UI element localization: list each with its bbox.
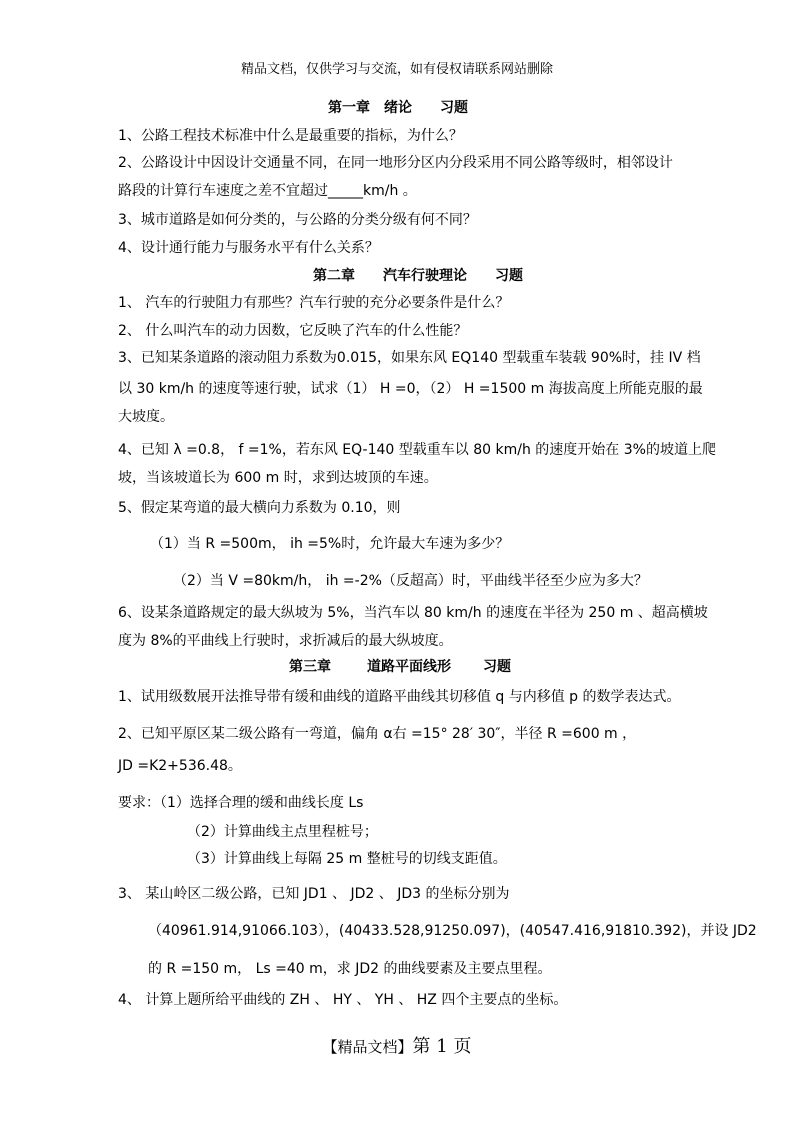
page-number: 第 1 页 [412,1036,472,1057]
ch3-question-3-cont: 的 R =150 m， Ls =40 m，求 JD2 的曲线要素及主要点里程。 [148,961,552,977]
ch2-question-1: 1、 汽车的行驶阻力有那些？汽车行驶的充分必要条件是什么？ [118,295,510,311]
chapter-name: 道路平面线形 [367,659,451,675]
ch2-question-4-cont: 坡，当该坡道长为 600 m 时，求到达坡顶的车速。 [118,470,438,486]
ch2-question-5-part-2: （2）当 V =80km/h， ih =-2%（反超高）时，平曲线半径至少应为多大？ [173,573,648,589]
chapter-number: 第二章 [313,268,355,284]
ch3-question-2: 2、已知平原区某二级公路有一弯道，偏角 α右 =15° 28′ 30″，半径 R =600 m ， [118,726,637,742]
ch3-question-3-coords: （40961.914,91066.103），(40433.528,91250.097)，(40547.416,91810.392)，并设 JD2 [148,923,757,939]
ch2-question-4: 4、已知 λ =0.8， f =1%，若东风 EQ-140 型载重车以 80 km/h 的速度开始在 3%的坡道上爬 [118,442,716,458]
ch1-question-2: 2、公路设计中因设计交通量不同，在同一地形分区内分段采用不同公路等级时，相邻设计 [118,155,673,171]
ch1-question-3: 3、城市道路是如何分类的，与公路的分类分级有何不同？ [118,212,477,228]
ch2-question-5-part-1: （1）当 R =500m， ih =5%时，允许最大车速为多少？ [150,536,510,552]
ch2-question-3: 3、已知某条道路的滚动阻力系数为0.015，如果东风 EQ140 型载重车装载 90%时，挂 IV 档 [118,350,701,366]
chapter-3-title [289,656,511,676]
ch3-question-3: 3、 某山岭区二级公路，已知 JD1 、 JD2 、 JD3 的坐标分别为 [118,886,510,902]
chapter-2-title [313,265,523,285]
ch1-question-1: 1、公路工程技术标准中什么是最重要的指标，为什么？ [118,128,463,144]
page-footer [0,1032,794,1058]
chapter-1-title [328,97,468,117]
chapter-exercise-label: 习题 [440,100,468,116]
footer-label: 【精品文档】 [322,1038,413,1056]
ch2-question-6-cont: 度为 8%的平曲线上行驶时，求折减后的最大纵坡度。 [118,633,453,649]
ch2-question-6: 6、设某条道路规定的最大纵坡为 5%，当汽车以 80 km/h 的速度在半径为 250 m 、超高横坡 [118,605,708,621]
ch2-question-3-cont: 以 30 km/h 的速度等速行驶，试求（1） H =0，（2） H =1500 m 海拔高度上所能克服的最 [118,381,703,397]
chapter-exercise-label: 习题 [483,659,511,675]
ch3-question-2-cont: JD =K2+536.48。 [118,758,242,774]
ch2-question-5: 5、假定某弯道的最大横向力系数为 0.10，则 [118,500,401,516]
chapter-exercise-label: 习题 [495,268,523,284]
ch1-question-2-cont: 路段的计算行车速度之差不宜超过_____km/h 。 [118,183,417,199]
ch3-question-4: 4、 计算上题所给平曲线的 ZH 、 HY 、 YH 、 HZ 四个主要点的坐标。 [118,992,568,1008]
ch1-question-4: 4、设计通行能力与服务水平有什么关系？ [118,240,379,256]
ch2-question-2: 2、 什么叫汽车的动力因数，它反映了汽车的什么性能？ [118,323,468,339]
chapter-number: 第一章 [328,100,370,116]
chapter-number: 第三章 [289,659,331,675]
chapter-name: 汽车行驶理论 [383,268,467,284]
page-header: 精品文档，仅供学习与交流，如有侵权请联系网站删除 [240,62,553,77]
ch3-requirement-3: （3）计算曲线上每隔 25 m 整桩号的切线支距值。 [187,851,507,867]
ch3-question-1: 1、试用级数展开法推导带有缓和曲线的道路平曲线其切移值 q 与内移值 p 的数学表达式。 [118,689,681,705]
ch3-requirements: 要求：（1）选择合理的缓和曲线长度 Ls [118,795,364,811]
chapter-name: 绪论 [384,100,412,116]
ch3-requirement-2: （2）计算曲线主点里程桩号； [187,824,378,840]
ch2-question-3-end: 大坡度。 [118,409,174,425]
